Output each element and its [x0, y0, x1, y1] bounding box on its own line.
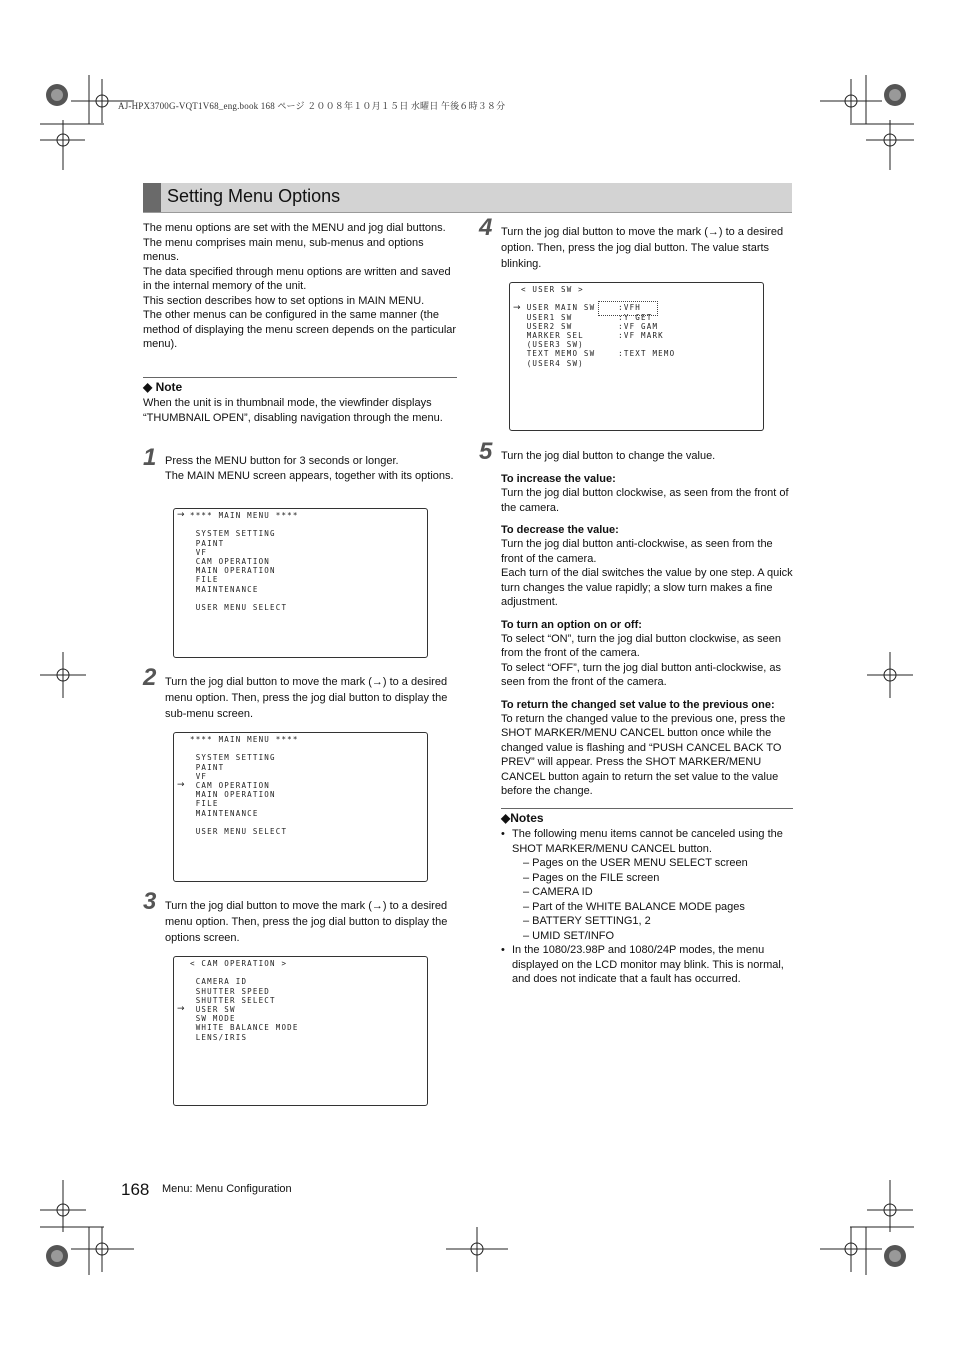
- intro-paragraph: This section describes how to set options in MAIN MENU.: [143, 294, 425, 307]
- notes-bullet-2: In the 1080/23.98P and 1080/24P modes, the menu displayed on the LCD monitor may blink. This is normal, and does not indicate that a fault has occurred.: [512, 944, 784, 985]
- step-3-text: Turn the jog dial button to move the mark (→) to a desired menu option. Then, press the jog dial button to display the options screen.: [165, 900, 448, 944]
- subsection-heading: To decrease the value:: [501, 524, 619, 536]
- step-number-3: 3: [143, 888, 157, 915]
- notes-bullet-1: The following menu items cannot be canceled using the SHOT MARKER/MENU CANCEL button.: [512, 828, 783, 855]
- step-number-1: 1: [143, 444, 157, 471]
- note-divider: [143, 377, 457, 378]
- list-item: – Pages on the USER MENU SELECT screen: [523, 857, 748, 869]
- menu-screen-cam-operation: [173, 956, 428, 1106]
- intro-text: [143, 221, 457, 352]
- step-1-line-2: The MAIN MENU screen appears, together with its options.: [165, 470, 454, 482]
- intro-paragraph: The menu comprises main menu, sub-menus and options menus.: [143, 236, 424, 263]
- menu-screen-main-menu-2: [173, 732, 428, 882]
- selection-arrow-icon: →: [177, 510, 185, 520]
- subsection-text: To select “ON”, turn the jog dial button clockwise, as seen from the front of the camera.: [501, 632, 782, 659]
- subsection-text: To select “OFF”, turn the jog dial button anti-clockwise, as seen from the front of the camera.: [501, 661, 782, 688]
- list-item: – Pages on the FILE screen: [523, 871, 660, 884]
- page-title: Setting Menu Options: [167, 186, 341, 206]
- screen-text: **** MAIN MENU **** SYSTEM SETTING PAINT VF CAM OPERATION MAIN OPERATION FILE MAINTENANCE USER MENU SELECT: [190, 511, 299, 613]
- menu-screen-main-menu-1: [173, 508, 428, 658]
- list-item: – BATTERY SETTING1, 2: [523, 915, 651, 927]
- selection-arrow-icon: →: [177, 780, 185, 790]
- blinking-value-indicator: [598, 301, 658, 316]
- intro-paragraph: The other menus can be configured in the same manner (the method of displaying the menu screen depends on the particular menu).: [143, 309, 457, 350]
- subsection-heading: To return the changed set value to the previous one:: [501, 698, 775, 711]
- printer-info-line: AJ-HPX3700G-VQT1V68_eng.book 168 ページ ２００８年１０月１５日 水曜日 午後６時３８分: [118, 101, 506, 111]
- selection-arrow-icon: →: [513, 303, 521, 313]
- note-heading: ◆ Note: [143, 380, 183, 394]
- note-text: When the unit is in thumbnail mode, the viewfinder displays “THUMBNAIL OPEN”, disabling navigation through the menu.: [143, 397, 443, 424]
- subsection-text: Turn the jog dial button anti-clockwise, as seen from the front of the camera.: [501, 538, 773, 565]
- step-1-text: [165, 453, 457, 484]
- intro-paragraph: The data specified through menu options are written and saved in the internal memory of the unit.: [143, 265, 451, 292]
- subsection-heading: To turn an option on or off:: [501, 618, 642, 631]
- list-item: – CAMERA ID: [523, 886, 593, 898]
- list-item: – Part of the WHITE BALANCE MODE pages: [523, 900, 745, 913]
- value-change-instructions: [501, 472, 793, 799]
- page-number: 168: [121, 1180, 150, 1199]
- notes-divider: [501, 808, 793, 809]
- menu-screen-user-sw: [509, 282, 764, 431]
- screen-text: < CAM OPERATION > CAMERA ID SHUTTER SPEED SHUTTER SELECT USER SW SW MODE WHITE BALANCE MODE LENS/IRIS: [190, 959, 299, 1042]
- notes-list: [501, 827, 793, 987]
- title-accent-block: [143, 183, 161, 212]
- selection-arrow-icon: →: [177, 1004, 185, 1014]
- subsection-text: Each turn of the dial switches the value by one step. A quick turn changes the value rapidly; a slow turn makes a fine adjustment.: [501, 567, 793, 608]
- step-4-text: Turn the jog dial button to move the mark (→) to a desired option. Then, press the jog dial button. The value starts blinking.: [501, 226, 784, 270]
- screen-text: < USER SW > USER MAIN SW :VFH USER1 SW :Y GET USER2 SW :VF GAM MARKER SEL :VF MARK (USER3 SW) TEXT MEMO SW :TEXT MEMO (USER4 SW): [521, 285, 676, 368]
- list-item: – UMID SET/INFO: [523, 929, 615, 942]
- subsection-heading: To increase the value:: [501, 473, 616, 485]
- step-number-5: 5: [479, 438, 493, 465]
- step-1-line: Press the MENU button for 3 seconds or longer.: [165, 455, 399, 467]
- list-item: [501, 943, 793, 987]
- step-number-2: 2: [143, 664, 157, 691]
- notes-heading: ◆Notes: [501, 811, 544, 825]
- footer-section-name: Menu: Menu Configuration: [162, 1183, 292, 1195]
- section-title-bar: [143, 183, 792, 213]
- screen-text: **** MAIN MENU **** SYSTEM SETTING PAINT VF CAM OPERATION MAIN OPERATION FILE MAINTENANCE USER MENU SELECT: [190, 735, 299, 837]
- step-5-text: Turn the jog dial button to change the value.: [501, 450, 716, 462]
- subsection-text: To return the changed value to the previous one, press the SHOT MARKER/MENU CANCEL button once while the changed value is flashing and “PUSH CANCEL BACK TO PREV” will appear. Press the SHOT MARKER/MENU CANCEL button again to return the set value to the value before the change.: [501, 712, 786, 797]
- step-number-4: 4: [479, 214, 493, 241]
- subsection-text: Turn the jog dial button clockwise, as seen from the front of the camera.: [501, 487, 789, 514]
- list-item: [501, 827, 793, 943]
- step-2-text: Turn the jog dial button to move the mark (→) to a desired menu option. Then, press the jog dial button to display the sub-menu screen.: [165, 676, 448, 720]
- intro-paragraph: The menu options are set with the MENU and jog dial buttons.: [143, 222, 446, 234]
